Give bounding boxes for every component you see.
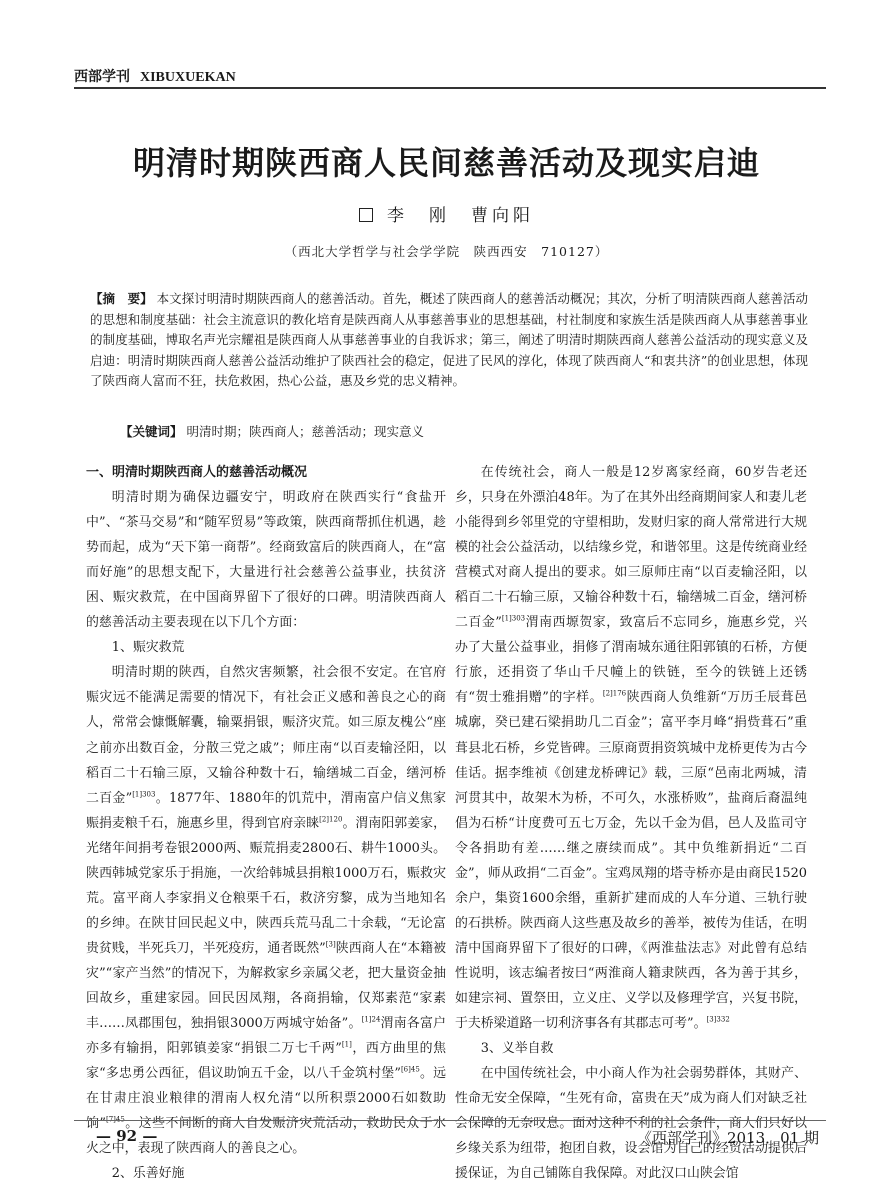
paragraph	[455, 460, 807, 1036]
keywords	[120, 422, 810, 440]
citation: [3]	[325, 940, 336, 949]
citation: [1]303	[132, 790, 156, 799]
section-heading: 一、明清时期陕西商人的慈善活动概况	[86, 465, 308, 480]
text-run: 。这些不间断的商人自发赈济灾荒活动，救助民众于水火之中，表现了陕西商人的善良之心。	[86, 1116, 447, 1157]
citation: [6]45	[400, 1065, 420, 1074]
text-run: 。远在甘肃庄浪业粮律的渭南人权允清“以所积票2000石如数助饷”	[86, 1066, 447, 1132]
abstract	[90, 289, 808, 392]
paragraph	[86, 660, 446, 1161]
text-run: 。1877年、1880年的饥荒中，渭南富户信义焦家赈捐麦粮千石，施惠乡里，得到官府亲睐	[86, 790, 446, 831]
author-box-icon	[359, 208, 373, 222]
left-column	[86, 460, 446, 1186]
citation: [1]	[341, 1040, 352, 1049]
text-run: ，西方曲里的焦家“多忠勇公西征，倡议助饷五千金，以八千金筑村堡”	[86, 1041, 446, 1082]
keywords-label: 【关键词】	[120, 424, 183, 439]
paragraph: 在中国传统社会，中小商人作为社会弱势群体，其财产、性命无安全保障，“生死有命，富贵在天”成为商人们对缺乏社会保障的无奈叹息。面对这种不利的社会条件，商人们只好以乡缘关系为纽带，抱团自救，设会馆为自己的经贸活动提供后援保证，为自己铺陈自我保障。对此汉口山陕会馆	[455, 1066, 807, 1182]
page-number: — 92 —	[96, 1127, 158, 1145]
citation: [1]24	[361, 1015, 381, 1024]
header-rule	[74, 87, 826, 89]
text-run: 渭南西塬贺家，致富后不忘同乡，施惠乡党，兴办了大量公益事业，捐修了渭南城东通往阳郭镇的石桥，方便行旅，还捐资了华山千尺幢上的铁链，至今的铁链上还锈有“贺士雅捐赠”的字样。	[455, 615, 807, 706]
citation: [3]332	[706, 1015, 730, 1024]
subsection-heading: 1、赈灾救荒	[111, 640, 185, 656]
right-column	[455, 460, 807, 1186]
journal-name-cn: 西部学刊	[74, 69, 130, 85]
authors: 李 刚 曹向阳	[387, 206, 534, 226]
text-run: 。渭南阳郭姜家，光绪年间捐考卷银2000两、赈荒捐麦2800石、耕牛1000头。陕西韩城党家乐于捐施，一次给韩城县捐粮1000万石，赈救灾荒。富平商人李家捐义仓粮栗千石，救济穷黎，成为当地知名的乡绅。在陕甘回民起义中，陕西兵荒马乱二十余载，“无论富贵贫贱，半死兵刀，半死疫疠，通者既然”	[86, 815, 447, 956]
issue-label: 《西部学刊》2013．01 期	[636, 1129, 819, 1147]
text-run: 陕西商人在“本籍被灾”“家产当然”的情况下，为解救家乡亲属父老，把大量资金抽回故乡，重建家园。回民因凤翔，各商捐输，仅郑素范“家素丰……凤郡围包，独捐银3000万两城守始备”。	[86, 940, 446, 1032]
paragraph: 明清时期为确保边疆安宁，明政府在陕西实行“食盐开中”、“茶马交易”和“随军贸易”等政策，陕西商帮抓住机遇，趁势而起，成为“天下第一商帮”。经商致富后的陕西商人，在“富而好施”的思想支配下，大量进行社会慈善公益事业，扶贫济困、赈灾救荒，在中国商界留下了很好的口碑。明清陕西商人的慈善活动主要表现在以下几个方面：	[86, 490, 446, 631]
text-run: 渭南各富户亦多有输捐，阳郭镇姜家“捐银二万七千两”	[86, 1016, 446, 1057]
text-run: 在传统社会，商人一般是12岁离家经商，60岁告老还乡，只身在外漂泊48年。为了在其外出经商期间家人和妻儿老小能得到乡邻里党的守望相助，发财归家的商人常常进行大规模的社会公益活动，以结缘乡党，和谐邻里。这是传统商业经营模式对商人提出的要求。如三原师庄南“以百麦输泾阳，以稻百二十石输三原，又输谷种数十石，输缮城二百金，缮河桥二百金”	[455, 465, 807, 631]
text-run: 明清时期的陕西，自然灾害频繁，社会很不安定。在官府赈灾远不能满足需要的情况下，有社会正义感和善良之心的商人，常常会慷慨解囊，输粟捐银，赈济灾荒。如三原友槐公“座之前亦出数百金，分散三党之戚”；师庄南“以百麦输泾阳，以稻百二十石输三原，又输谷种数十石，输缮城二百金，缮河桥二百金”	[86, 665, 446, 806]
article-title: 明清时期陕西商人民间慈善活动及现实启迪	[132, 144, 760, 182]
citation: [2]176	[602, 690, 627, 699]
journal-name-en: XIBUXUEKAN	[140, 70, 236, 85]
citation: [2]120	[319, 815, 343, 824]
citation: [7]45	[105, 1115, 125, 1124]
keywords-text: 明清时期；陕西商人；慈善活动；现实意义	[186, 424, 425, 439]
subsection-heading: 3、义举自救	[480, 1041, 554, 1057]
citation: [1]303	[501, 614, 526, 623]
subsection-heading: 2、乐善好施	[111, 1166, 185, 1182]
footer-rule	[74, 1120, 826, 1121]
abstract-label: 【摘 要】	[90, 291, 153, 306]
running-header	[74, 66, 826, 86]
author-line	[0, 201, 893, 226]
abstract-text: 本文探讨明清时期陕西商人的慈善活动。首先，概述了陕西商人的慈善活动概况；其次，分析了明清陕西商人慈善活动的思想和制度基础：社会主流意识的教化培育是陕西商人从事慈善事业的思想基础，村社制度和家族生活是陕西商人从事慈善事业的制度基础，博取名声光宗耀祖是陕西商人从事慈善事业的自我诉求；第三，阐述了明清时期陕西商人慈善公益活动的现实意义及启迪：明清时期陕西商人慈善公益活动维护了陕西社会的稳定，促进了民风的淳化，体现了陕西商人“和衷共济”的创业思想，体现了陕西商人富而不狂，扶危救困，热心公益，惠及乡党的忠义精神。	[90, 291, 808, 389]
text-run: 陕西商人负维新“万历壬辰葺邑城廓，癸已建石梁捐助几二百金”；富平李月峰“捐赀葺石”重葺县北石桥，乡党皆碑。三原商贾捐资筑城中龙桥更传为古今佳话。据李维祯《创建龙桥碑记》载，三原“邑南北两城，清河贯其中，故架木为桥，不可久，水涨桥败”，盐商后裔温纯倡为石桥“计度费可五七万金，先以千金为倡，邑人及监司守令各捐助有差……继之赓续而成”。其中负维新捐近“二百金”，师从政捐“二百金”。宝鸡凤翔的塔寺桥亦是由商民1520余户，集资1600余缗，重新扩建而成的人车分道、三轨行驶的石拱桥。陕西商人这些惠及故乡的善举，被传为佳话，在明清中国商界留下了很好的口碑，《两淮盐法志》对此曾有总结性说明，该志编者按曰“两淮商人籍隶陕西，各为善于其乡，如建宗祠、置祭田，立义庄、义学以及修理学宫，兴复书院，于夫桥梁道路一切利济事各有其郡志可考”。	[455, 690, 807, 1032]
affiliation: （西北大学哲学与社会学学院 陕西西安 710127）	[284, 244, 609, 259]
